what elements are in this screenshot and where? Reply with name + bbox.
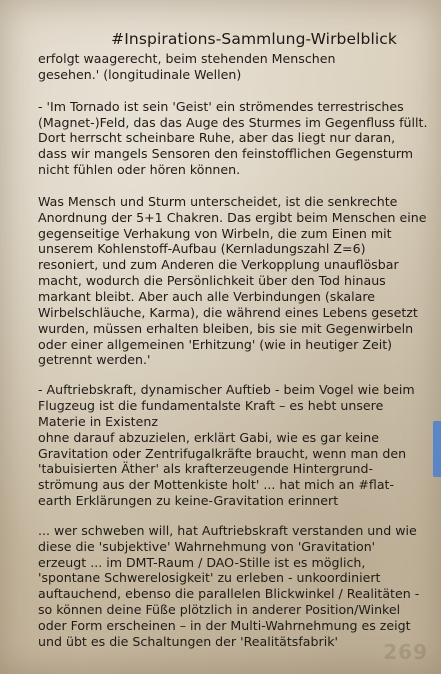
paragraph: erfolgt waagerecht, beim stehenden Menschen gesehen.' (longitudinale Wellen)	[38, 51, 336, 82]
paragraph: Was Mensch und Sturm unterscheidet, ist die senkrechte Anordnung der 5+1 Chakren. Das ergibt beim Menschen eine gegenseitige Verhakung von Wirbeln, die zum Einen mit unserem Kohlenstoff-Aufbau (Kernladungszahl Z=6) resoniert, und zum Anderen die Verkopplung unauflösbar macht, wodurch die Persönlichkeit über den Tod hinaus markant bleibt. Aber auch alle Verbindungen (skalare Wirbelschläuche, Karma), die während eines Lebens gesetzt wurden, müssen erhalten bleiben, bis sie mit Gegenwirbeln oder einer allgemeinen 'Erhitzung' (wie in heutiger Zeit) getrennt werden.'	[38, 193, 427, 368]
page-number: 269	[383, 640, 428, 664]
paragraph: - 'Im Tornado ist sein 'Geist' ein strömendes terrestrisches (Magnet-)Feld, das das Auge des Sturmes im Gegenfluss füllt. Dort herrscht scheinbare Ruhe, aber das liegt nur daran, dass wir mangels Sensoren den feinstofflichen Gegensturm nicht fühlen oder hören können.	[38, 98, 428, 178]
scroll-indicator[interactable]	[433, 421, 441, 477]
hashtag-title: #Inspirations-Sammlung-Wirbelblick	[111, 30, 397, 48]
text-body	[38, 51, 430, 666]
paragraph: ... wer schweben will, hat Auftriebskraft verstanden und wie diese die 'subjektive' Wahrnehmung von 'Gravitation' erzeugt ... im DMT-Raum / DAO-Stille ist es möglich, 'spontane Schwerelosigkeit' zu erleben - unkoordiniert auftauchend, ebenso die parallelen Blickwinkel / Realitäten - so können deine Füße plötzlich in anderer Position/Winkel oder Form erscheinen – in der Multi-Wahrnehmung es zeigt und übt es die Schaltungen der 'Realitätsfabrik'	[38, 522, 420, 649]
paragraph: - Auftriebskraft, dynamischer Auftieb - beim Vogel wie beim Flugzeug ist die fundamentalste Kraft – es hebt unsere Materie in Existenz ohne darauf abzuzielen, erklärt Gabi, wie es gar keine Gravitation oder Zentrifugalkräfte braucht, wenn man den 'tabuisierten Äther' als krafterzeugende Hintergrund- strömung aus der Mottenkiste holt' ... hat mich an #flat- earth Erklärungen zu keine-Gravitation erinnert	[38, 382, 415, 509]
